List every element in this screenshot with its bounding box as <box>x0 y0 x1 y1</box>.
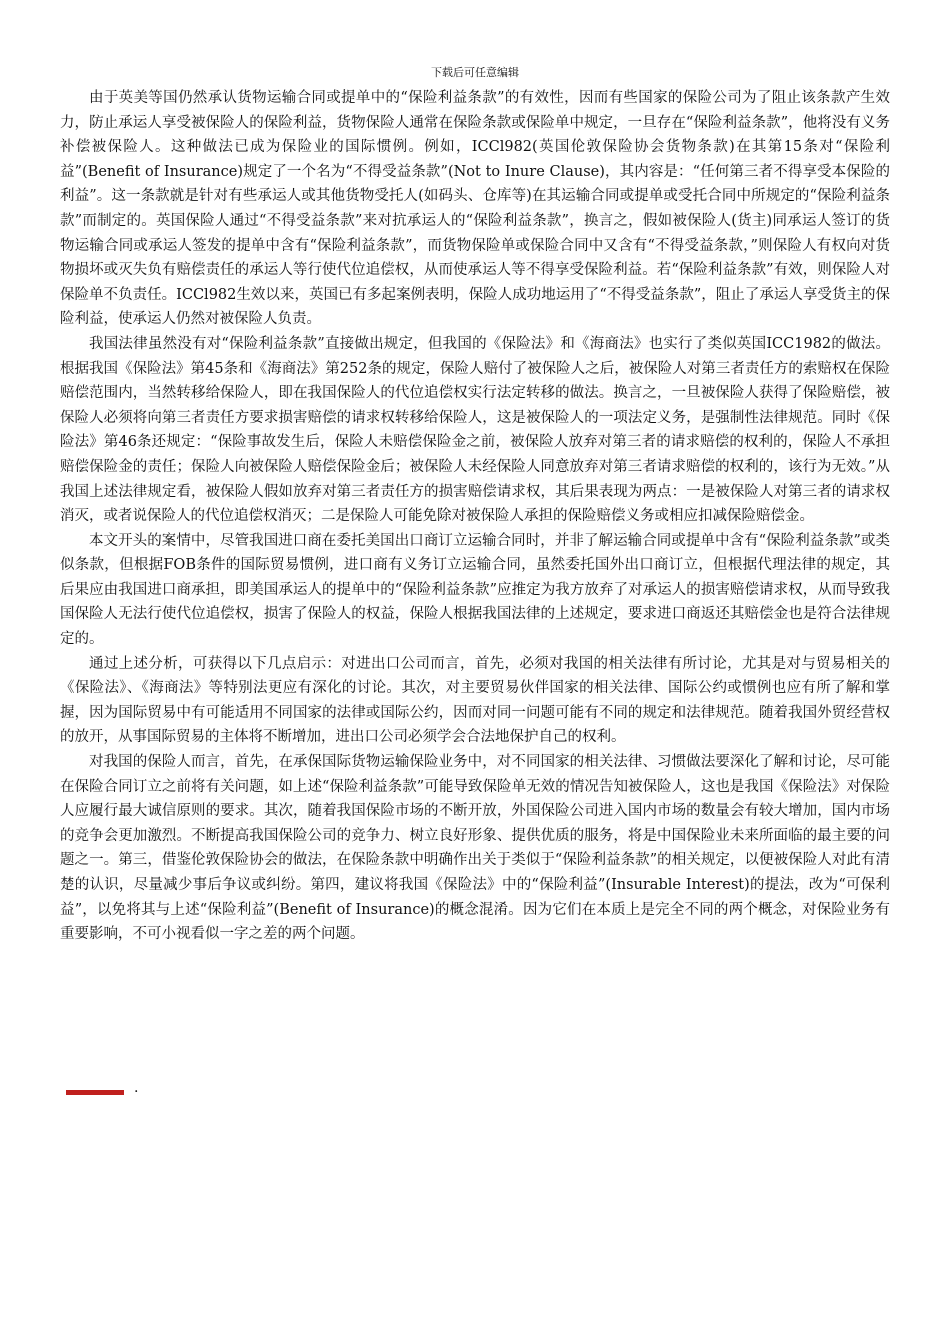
document-body <box>60 86 890 947</box>
red-divider-bar <box>66 1090 124 1095</box>
paragraph-4: 通过上述分析，可获得以下几点启示：对进出口公司而言，首先，必须对我国的相关法律有所讨论，尤其是对与贸易相关的《保险法》、《海商法》等特别法更应有深化的讨论。其次，对主要贸易伙伴国家的相关法律、国际公约或惯例也应有所了解和掌握，因为国际贸易中有可能适用不同国家的法律或国际公约，因而对同一问题可能有不同的规定和法律规范。随着我国外贸经营权的放开，从事国际贸易的主体将不断增加，进出口公司必须学会合法地保护自己的权利。 <box>60 655 890 746</box>
paragraph-3: 本文开头的案情中，尽管我国进口商在委托美国出口商订立运输合同时，并非了解运输合同或提单中含有“保险利益条款”或类似条款，但根据FOB条件的国际贸易惯例，进口商有义务订立运输合同，虽然委托国外出口商订立，但根据代理法律的规定，其后果应由我国进口商承担，即美国承运人的提单中的“保险利益条款”应推定为我方放弃了对承运人的损害赔偿请求权，从而导致我国保险人无法行使代位追偿权，损害了保险人的权益，保险人根据我国法律的上述规定，要求进口商返还其赔偿金也是符合法律规定的。 <box>60 532 890 648</box>
paragraph-1: 由于英美等国仍然承认货物运输合同或提单中的“保险利益条款”的有效性，因而有些国家的保险公司为了阻止该条款产生效力，防止承运人享受被保险人的保险利益，货物保险人通常在保险条款或保险单中规定，一旦存在“保险利益条款”，他将没有义务补偿被保险人。这种做法已成为保险业的国际惯例。例如，ICCl982(英国伦敦保险协会货物条款)在其第15条对“保险利益”(Benefit of Insurance)规定了一个名为“不得受益条款”(Not to Inure Clause)，其内容是：“任何第三者不得享受本保险的利益”。这一条款就是针对有些承运人或其他货物受托人(如码头、仓库等)在其运输合同或提单或受托合同中所规定的“保险利益条款”而制定的。英国保险人通过“不得受益条款”来对抗承运人的“保险利益条款”，换言之，假如被保险人(货主)同承运人签订的货物运输合同或承运人签发的提单中含有“保险利益条款”，而货物保险单或保险合同中又含有“不得受益条款，”则保险人有权向对货物损坏或灭失负有赔偿责任的承运人等行使代位追偿权，从而使承运人等不得享受保险利益。若“保险利益条款”有效，则保险人对保险单不负责任。ICCl982生效以来，英国已有多起案例表明，保险人成功地运用了“不得受益条款”，阻止了承运人享受货主的保险利益，使承运人仍然对被保险人负责。 <box>60 90 890 328</box>
paragraph-5: 对我国的保险人而言，首先，在承保国际货物运输保险业务中，对不同国家的相关法律、习惯做法要深化了解和讨论，尽可能在保险合同订立之前将有关问题，如上述“保险利益条款”可能导致保险单无效的情况告知被保险人，这也是我国《保险法》对保险人应履行最大诚信原则的要求。其次，随着我国保险市场的不断开放，外国保险公司进入国内市场的数量会有较大增加，国内市场的竞争会更加激烈。不断提高我国保险公司的竞争力、树立良好形象、提供优质的服务，将是中国保险业未来所面临的最主要的问题之一。第三，借鉴伦敦保险协会的做法，在保险条款中明确作出关于类似于“保险利益条款”的相关规定，以便被保险人对此有清楚的认识，尽量减少事后争议或纠纷。第四，建议将我国《保险法》中的“保险利益”(Insurable Interest)的提法，改为“可保利益”，以免将其与上述“保险利益”(Benefit of Insurance)的概念混淆。因为它们在本质上是完全不同的两个概念，对保险业务有重要影响，不可小视看似一字之差的两个问题。 <box>60 754 890 943</box>
footer-mark: . <box>134 1080 139 1096</box>
paragraph-2: 我国法律虽然没有对“保险利益条款”直接做出规定，但我国的《保险法》和《海商法》也实行了类似英国ICC1982的做法。根据我国《保险法》第45条和《海商法》第252条的规定，保险人赔付了被保险人之后，被保险人对第三者责任方的索赔权在保险赔偿范围内，当然转移给保险人，即在我国保险人的代位追偿权实行法定转移的做法。换言之，一旦被保险人获得了保险赔偿，被保险人必须将向第三者责任方要求损害赔偿的请求权转移给保险人，这是被保险人的一项法定义务，是强制性法律规范。同时《保险法》第46条还规定：“保险事故发生后，保险人未赔偿保险金之前，被保险人放弃对第三者的请求赔偿的权利的，保险人不承担赔偿保险金的责任；保险人向被保险人赔偿保险金后；被保险人未经保险人同意放弃对第三者请求赔偿的权利的，该行为无效。”从我国上述法律规定看，被保险人假如放弃对第三者责任方的损害赔偿请求权，其后果表现为两点：一是被保险人对第三者的请求权消灭，或者说保险人的代位追偿权消灭；二是保险人可能免除对被保险人承担的保险赔偿义务或相应扣减保险赔偿金。 <box>60 335 890 525</box>
page-header: 下载后可任意编辑 <box>431 66 519 79</box>
